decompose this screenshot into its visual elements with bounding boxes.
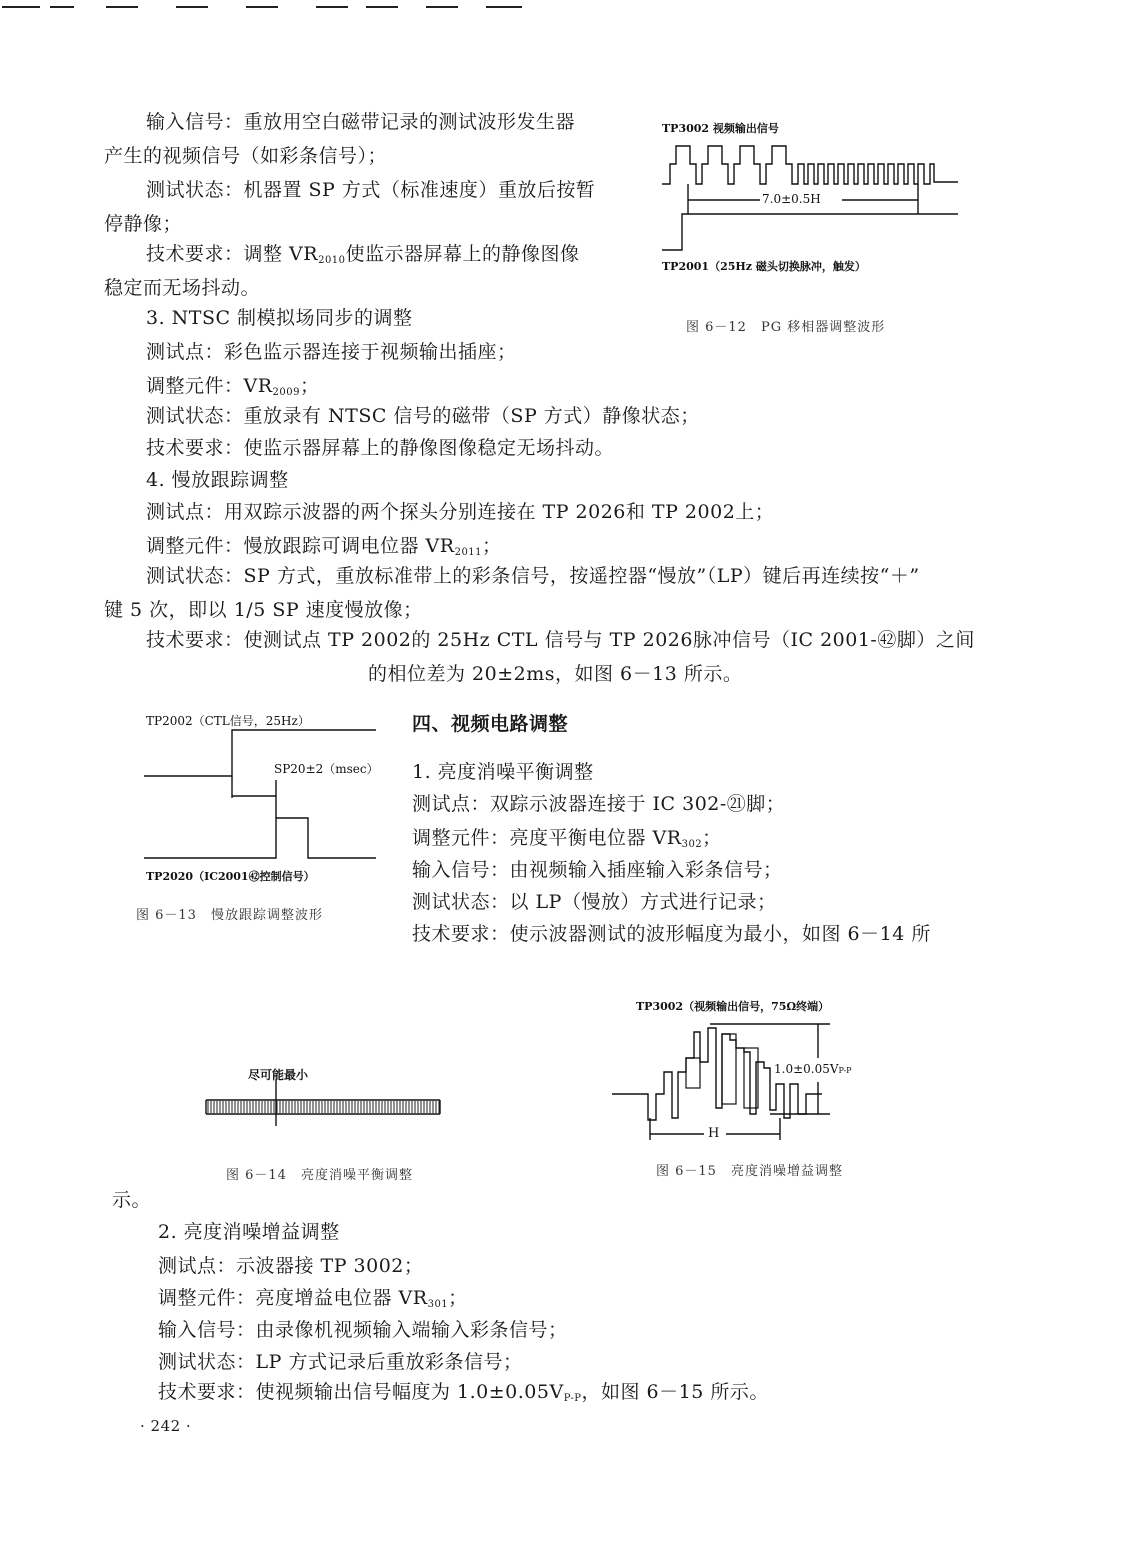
- part4-s1-state: 测试状态：以 LP（慢放）方式进行记录；: [412, 891, 777, 913]
- fig15-caption: 图 6－15 亮度消噪增益调整: [656, 1164, 843, 1179]
- part4-s1-req: 技术要求：使示波器测试的波形幅度为最小，如图 6－14 所: [412, 923, 931, 945]
- para-line: 测试状态：机器置 SP 方式（标准速度）重放后按暂: [146, 179, 596, 201]
- sec3-title: 3. NTSC 制模拟场同步的调整: [146, 307, 413, 329]
- sec4-adjust: 调整元件：慢放跟踪可调电位器 $VR_{2011}$；: [146, 535, 502, 558]
- part4-s1-req-end: 示。: [112, 1189, 152, 1211]
- sec2-input: 输入信号：由录像机视频输入端输入彩条信号；: [158, 1319, 568, 1341]
- part4-s1-input: 输入信号：由视频输入插座输入彩条信号；: [412, 859, 783, 881]
- fig14-label: 尽可能最小: [248, 1068, 309, 1082]
- sec2-test-point: 测试点：示波器接 TP 3002；: [158, 1255, 424, 1277]
- para-line: 输入信号：重放用空白磁带记录的测试波形发生器: [146, 111, 576, 133]
- fig13-tp2020-label: TP2020（IC2001㊷控制信号）: [146, 870, 315, 883]
- fig12-caption: 图 6－12 PG 移相器调整波形: [686, 320, 886, 335]
- sec3-req: 技术要求：使监示器屏幕上的静像图像稳定无场抖动。: [146, 437, 615, 459]
- sec3-test-point: 测试点：彩色监示器连接于视频输出插座；: [146, 341, 517, 363]
- page-number: · 242 ·: [140, 1417, 192, 1435]
- fig13-tp2002-label: TP2002（CTL信号，25Hz）: [146, 714, 310, 728]
- sec2-req: 技术要求：使视频输出信号幅度为 $1.0\pm 0.05V_{P-P}$，如图 6－15 所示。: [158, 1381, 769, 1404]
- fig15-amp-label: 1.0±0.05VP-P: [774, 1062, 852, 1076]
- sec3-state: 测试状态：重放录有 NTSC 信号的磁带（SP 方式）静像状态；: [146, 405, 700, 427]
- sec4-title: 4. 慢放跟踪调整: [146, 469, 289, 491]
- fig12-width-label: 7.0±0.5H: [762, 192, 821, 206]
- sec4-state: 键 5 次，即以 1/5 SP 速度慢放像；: [104, 599, 423, 621]
- fig13-caption: 图 6－13 慢放跟踪调整波形: [136, 908, 323, 923]
- fig15-h-label: H: [708, 1126, 720, 1141]
- part4-s1-test-point: 测试点：双踪示波器连接于 IC 302-㉑脚；: [412, 793, 786, 815]
- sec4-req: 的相位差为 20±2ms，如图 6－13 所示。: [368, 663, 743, 685]
- sec4-test-point: 测试点：用双踪示波器的两个探头分别连接在 TP 2026和 TP 2002上；: [146, 501, 775, 523]
- sec3-adjust: 调整元件：$VR_{2009}$；: [146, 375, 320, 398]
- para-line: 技术要求：调整 $VR_{2010}$使监示器屏幕上的静像图像: [146, 243, 580, 266]
- sec2-title: 2. 亮度消噪增益调整: [158, 1221, 340, 1243]
- fig12-tp2001-label: TP2001（25Hz 磁头切换脉冲，触发）: [662, 260, 866, 273]
- sec4-state: 测试状态：SP 方式，重放标准带上的彩条信号，按遥控器“慢放”（LP）键后再连续按“＋”: [146, 565, 920, 587]
- sec2-adjust: 调整元件：亮度增益电位器 $VR_{301}$；: [158, 1287, 468, 1310]
- para-line: 停静像；: [104, 213, 183, 235]
- para-line: 产生的视频信号（如彩条信号）；: [104, 145, 388, 167]
- fig13-sp-label: SP20±2（msec）: [274, 762, 379, 776]
- sec4-req: 技术要求：使测试点 TP 2002的 25Hz CTL 信号与 TP 2026脉冲信号（IC 2001-㊷脚）之间: [146, 629, 975, 651]
- fig14-caption: 图 6－14 亮度消噪平衡调整: [226, 1168, 413, 1183]
- part4-s1-title: 1. 亮度消噪平衡调整: [412, 761, 594, 783]
- part4-title: 四、视频电路调整: [412, 713, 569, 735]
- sec2-state: 测试状态：LP 方式记录后重放彩条信号；: [158, 1351, 523, 1373]
- part4-s1-adjust: 调整元件：亮度平衡电位器 $VR_{302}$；: [412, 827, 722, 850]
- fig12-tp3002-label: TP3002 视频输出信号: [662, 122, 779, 135]
- para-line: 稳定而无场抖动。: [104, 277, 261, 299]
- fig15-tp3002-label: TP3002（视频输出信号，75Ω终端）: [636, 1000, 830, 1013]
